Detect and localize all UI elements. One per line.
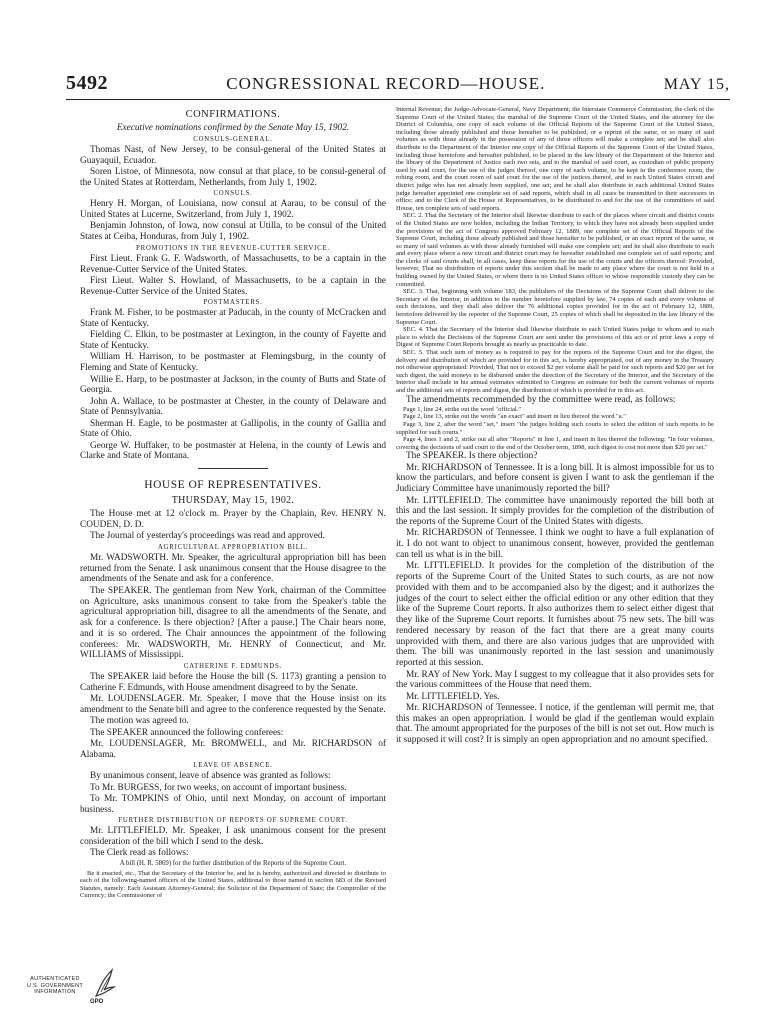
house-heading: HOUSE OF REPRESENTATIVES. <box>144 479 322 492</box>
bill-text: Be it enacted, etc., That the Secretary of the Interior be, and he is hereby, authorized and directed to distribute to each of the following-named officers of the United States, additional to those named in section 683 of the Revised Statutes, namely: Each Assistant Attorney-General; the Solicitor of the Department of State; the Comptroller of the Currency; the Commissioner of <box>80 869 386 900</box>
proceedings-paragraph: Mr. RICHARDSON of Tennessee. I notice, if the gentleman will permit me, that this makes an open appropriation. I would be glad if the gentleman would explain that. The amount appropriated for the purposes of the bill is not set out. How much is it supposed it will cost? It is simply an open appropriation and no amount specified. <box>396 702 714 746</box>
nomination-paragraph: Henry H. Morgan, of Louisiana, now consul at Aarau, to be consul of the United States at Lucerne, Switzerland, from July 1, 1902. <box>80 199 386 221</box>
nomination-paragraph: First Lieut. Walter S. Howland, of Massachusetts, to be a captain in the Revenue-Cutter Service of the United States. <box>80 275 386 297</box>
session-date: THURSDAY, May 15, 1902. <box>171 494 295 506</box>
bill-section: SEC. 5. That such sum of money as is required to pay for the reports of the Supreme Court and for the digest, the delivery and distribution of which are provided for in this act, is hereby appropriated, out of any money in the Treasury not otherwise appropriated: Provided, That not to exceed $2 per volume shall be paid for such reports and $20 per set for such digest, the said moneys to be disbursed under the direction of the Secretary of the Interior, and the Secretary of the Interior shall include in his annual estimates submitted to Congress an estimate for both the current volumes of reports and the additional sets of reports and digest, the distribution of which is provided for in this act. <box>396 349 714 394</box>
catherine-edmunds-heading: CATHERINE F. EDMUNDS. <box>183 663 283 671</box>
proceedings-paragraph: By unanimous consent, leave of absence was granted as follows: <box>90 771 331 782</box>
proceedings-paragraph: Mr. LITTLEFIELD. The committee have unanimously reported the bill both at this and the last session. It simply provides for the completion of the distribution of the reports of the Supreme Court of the United States with digests. <box>396 495 714 528</box>
page-header <box>66 72 730 96</box>
bill-section: SEC. 3. That, beginning with volume 183, the publishers of the Decisions of the Supreme Court shall deliver to the Secretary of the Interior, in addition to the number heretofore supplied by law, 74 copies of each and every volume of such decisions, and they shall also deliver the 76 additional copies provided for in the act of February 12, 1889, heretofore delivered by the reporter of the Supreme Court, 25 copies of which shall be deposited in the law library of the Supreme Court. <box>396 288 714 326</box>
badge-line: INFORMATION <box>34 989 76 996</box>
proceedings-paragraph: To Mr. BURGESS, for two weeks, on account of important business. <box>90 782 347 793</box>
amendment-text: Page 4, lines 1 and 2, strike out all after "Reports" in line 1, and insert in lieu thereof the following: "In four volumes, covering the decisions of said court to the end of the October term, 1898, such digest to cost not more than $20 per set." <box>396 436 714 451</box>
nomination-paragraph: William H. Harrison, to be postmaster at Flemingsburg, in the county of Fleming and State of Kentucky. <box>80 352 386 374</box>
nomination-paragraph: Benjamin Johnston, of Iowa, now consul at Utilla, to be consul of the United States at Ceiba, Honduras, from July 1, 1902. <box>80 221 386 243</box>
bill-text-continued: Internal Revenue; the Judge-Advocate-General, Navy Department; the Interstate Commerce Commission; the clerk of the Supreme Court of the United States; the marshal of the Supreme Court of the United States, and the attorney for the District of Columbia, one copy of each volume of the Official Reports of the Supreme Court of the United States, including those already published and those hereafter to be published, or a reprint of the same, or so many of said volumes as with those already in the possession of any of those officers will make a complete set; and he shall also distribute to the Department of the Interior one copy of the Official Reports of the Supreme Court of the United States, including those heretofore and hereafter published, to be placed in the law library of the Department of the Interior and the library of the Department of Justice each two sets, and to the marshal of said court, as custodian of public property used by said court, for the use of the judges thereof, one copy of each volume, to be kept in the conference room, the robing room, and the court room of said court for the use of the justices thereof, and to each United States circuit and district judge who has not already been supplied, one set; and he shall also distribute to each additional United States judge hereafter appointed one complete set of said reports, which shall in all cases be transmitted to their successors in office; and to the Clerk of the House of Representatives, to be distributed to and for the use of the committees of said House, ten complete sets of said reports. <box>396 106 714 212</box>
proceedings-paragraph: Mr. RICHARDSON of Tennessee. I think we ought to have a full explanation of it. I do not want to object to unanimous consent, however, provided the gentleman can tell us what is in the bill. <box>396 528 714 560</box>
proceedings-paragraph: The SPEAKER. The gentleman from New York, chairman of the Committee on Agriculture, asks unanimous consent to take from the Speaker's table the agricultural appropriation bill, disagree to all the amendments of the Senate, and ask for a conference. Is there objection? [After a pause.] The Chair hears none, and it is so ordered. The Chair announces the appointment of the following conferees: Mr. WADSWORTH, Mr. HENRY of Connecticut, and Mr. WILLIAMS of Mississippi. <box>80 585 386 661</box>
proceedings-paragraph: The House met at 12 o'clock m. Prayer by the Chaplain, Rev. HENRY N. COUDEN, D. D. <box>80 509 386 530</box>
gpo-label: GPO <box>90 999 104 1005</box>
promotions-heading: PROMOTIONS IN THE REVENUE-CUTTER SERVICE. <box>136 244 330 252</box>
left-column <box>80 106 386 984</box>
nomination-paragraph: Willie E. Harp, to be postmaster at Jackson, in the county of Butts and State of Georgia. <box>80 374 386 396</box>
proceedings-paragraph: To Mr. TOMPKINS of Ohio, until next Monday, on account of important business. <box>80 793 386 815</box>
proceedings-paragraph: Mr. LITTLEFIELD. Mr. Speaker, I ask unanimous consent for the present consideration of the bill which I send to the desk. <box>80 826 386 847</box>
nomination-paragraph: George W. Huffaker, to be postmaster at Helena, in the county of Lewis and Clarke and State of Montana. <box>80 440 386 462</box>
proceedings-paragraph: Mr. LOUDENSLAGER. Mr. Speaker, I move that the House insist on its amendment to the Senate bill and agree to the conference requested by the Senate. <box>80 694 386 715</box>
amendment-text: Page 3, line 2, after the word "set," insert "the judges holding such courts to select the edition of such reports to be supplied for such courts." <box>396 421 714 436</box>
nomination-paragraph: Fielding C. Elkin, to be postmaster at Lexington, in the county of Fayette and State of Kentucky. <box>80 330 386 352</box>
page-number: 5492 <box>66 72 108 94</box>
nomination-paragraph: First Lieut. Frank G. F. Wadsworth, of Massachusetts, to be a captain in the Revenue-Cutter Service of the United States. <box>80 253 386 275</box>
consuls-heading: CONSULS. <box>213 190 253 198</box>
proceedings-paragraph: Mr. RAY of New York. May I suggest to my colleague that it also provides sets for the various committees of the House that need them. <box>396 669 714 691</box>
proceedings-paragraph: Mr. LOUDENSLAGER, Mr. BROMWELL, and Mr. RICHARDSON of Alabama. <box>80 738 386 760</box>
badge-line: U.S. GOVERNMENT <box>26 982 84 989</box>
amendment-text: Page 1, line 24, strike out the word "official." <box>403 405 522 413</box>
right-column <box>396 106 714 984</box>
proceedings-paragraph: The SPEAKER. Is there objection? <box>406 451 538 462</box>
nomination-paragraph: Thomas Nast, of New Jersey, to be consul-general of the United States at Guayaquil, Ecuador. <box>80 144 386 166</box>
consuls-general-heading: CONSULS-GENERAL. <box>193 135 273 143</box>
confirmations-subheading: Executive nominations confirmed by the Senate May 15, 1902. <box>116 123 350 134</box>
proceedings-paragraph: Mr. LITTLEFIELD. Yes. <box>406 691 500 702</box>
nomination-paragraph: Sherman H. Eagle, to be postmaster at Gallipolis, in the county of Gallia and State of Ohio. <box>80 418 386 440</box>
bill-section: SEC. 4. That the Secretary of the Interior shall likewise distribute to each United States judge to whom and to each place to which the Decisions of the Supreme Court are sent under the provisions of this act or of prior laws a copy of Digest of Supreme Court Reports brought as nearly as practicable to date. <box>396 326 714 349</box>
header-rule <box>66 99 730 100</box>
proceedings-paragraph: The Clerk read as follows: <box>90 848 189 859</box>
proceedings-paragraph: The Journal of yesterday's proceedings was read and approved. <box>90 531 325 542</box>
proceedings-paragraph: The motion was agreed to. <box>90 716 189 727</box>
authenticated-gpo-badge <box>14 962 124 1012</box>
amendment-text: Page 2, line 13, strike out the words "an exact" and insert in lieu thereof the word "a." <box>403 413 626 421</box>
nomination-paragraph: John A. Wallace, to be postmaster at Chester, in the county of Delaware and State of Pennsylvania. <box>80 396 386 418</box>
agricultural-bill-heading: AGRICULTURAL APPROPRIATION BILL. <box>157 544 309 552</box>
publication-title: CONGRESSIONAL RECORD—HOUSE. <box>226 74 546 93</box>
proceedings-paragraph: Mr. LITTLEFIELD. It provides for the completion of the distribution of the reports of the Supreme Court of the United States to such courts, as are not now provided with them and to be accompanied also by the digest; and it authorizes the judges of the court to select either the official edition or any other edition that they like of the Supreme Court reports. It also authorizes them to select either digest that they like of the Supreme Court reports. It furnishes about 75 new sets. The bill was rendered necessary by reason of the fact that there are a great many courts unprovided with them, and there are also various judges that are unprovided with them. The bill was unanimously reported in the last session and unanimously reported at this session. <box>396 561 714 669</box>
header-date: MAY 15, <box>663 76 730 93</box>
proceedings-paragraph: The amendments recommended by the committee were read, as follows: <box>406 394 676 405</box>
postmasters-heading: POSTMASTERS. <box>203 299 263 307</box>
proceedings-paragraph: The SPEAKER announced the following conferees: <box>90 727 284 738</box>
proceedings-paragraph: The SPEAKER laid before the House the bill (S. 1173) granting a pension to Catherine F. Edmunds, with House amendment disagreed to by the Senate. <box>80 672 386 693</box>
leave-of-absence-heading: LEAVE OF ABSENCE. <box>193 762 273 770</box>
supreme-court-reports-heading: FURTHER DISTRIBUTION OF REPORTS OF SUPREME COURT. <box>118 817 348 825</box>
bill-title: A bill (H. R. 5869) for the further distribution of the Reports of the Supreme Court. <box>119 860 347 868</box>
bill-section: SEC. 2. That the Secretary of the Interior shall likewise distribute to each of the places where circuit and district courts of the United States are now holden, including the Indian Territory, to which they have not already been supplied under the provisions of the act of Congress approved February 12, 1889, one complete set of the Official Reports of the Supreme Court, including those already published and those hereafter to be published, or an exact reprint of the same, or so many of said volumes as with those already furnished will make one complete set; and he shall also distribute to each and every place where a new circuit and district court may be hereafter established one complete set of said reports; and the clerks of said courts shall, in all cases, keep these reports for the use of the courts and the officers thereof: Provided, however, That no distribution of reports under this section shall be made to any place where the court is not held in a building owned by the United States, or where there is no United States officer to whose responsible custody they can be committed. <box>396 212 714 288</box>
badge-line: AUTHENTICATED <box>30 976 80 982</box>
proceedings-paragraph: Mr. WADSWORTH. Mr. Speaker, the agricultural appropriation bill has been returned from the Senate. I ask unanimous consent that the House disagree to the amendments of the Senate and ask for a conference. <box>80 552 386 585</box>
nomination-paragraph: Frank M. Fisher, to be postmaster at Paducah, in the county of McCracken and State of Kentucky. <box>80 308 386 330</box>
proceedings-paragraph: Mr. RICHARDSON of Tennessee. It is a long bill. It is almost impossible for us to know the particulars, and before consent is given I want to ask the gentleman if the Judiciary Committee have unanimously reported the bill? <box>396 462 714 495</box>
authentication-text <box>18 976 92 996</box>
confirmations-heading: CONFIRMATIONS. <box>185 109 281 120</box>
section-separator <box>198 468 268 469</box>
nomination-paragraph: Soren Listoe, of Minnesota, now consul at that place, to be consul-general of the United States at Rotterdam, Netherlands, from July 1, 1902. <box>80 166 386 188</box>
